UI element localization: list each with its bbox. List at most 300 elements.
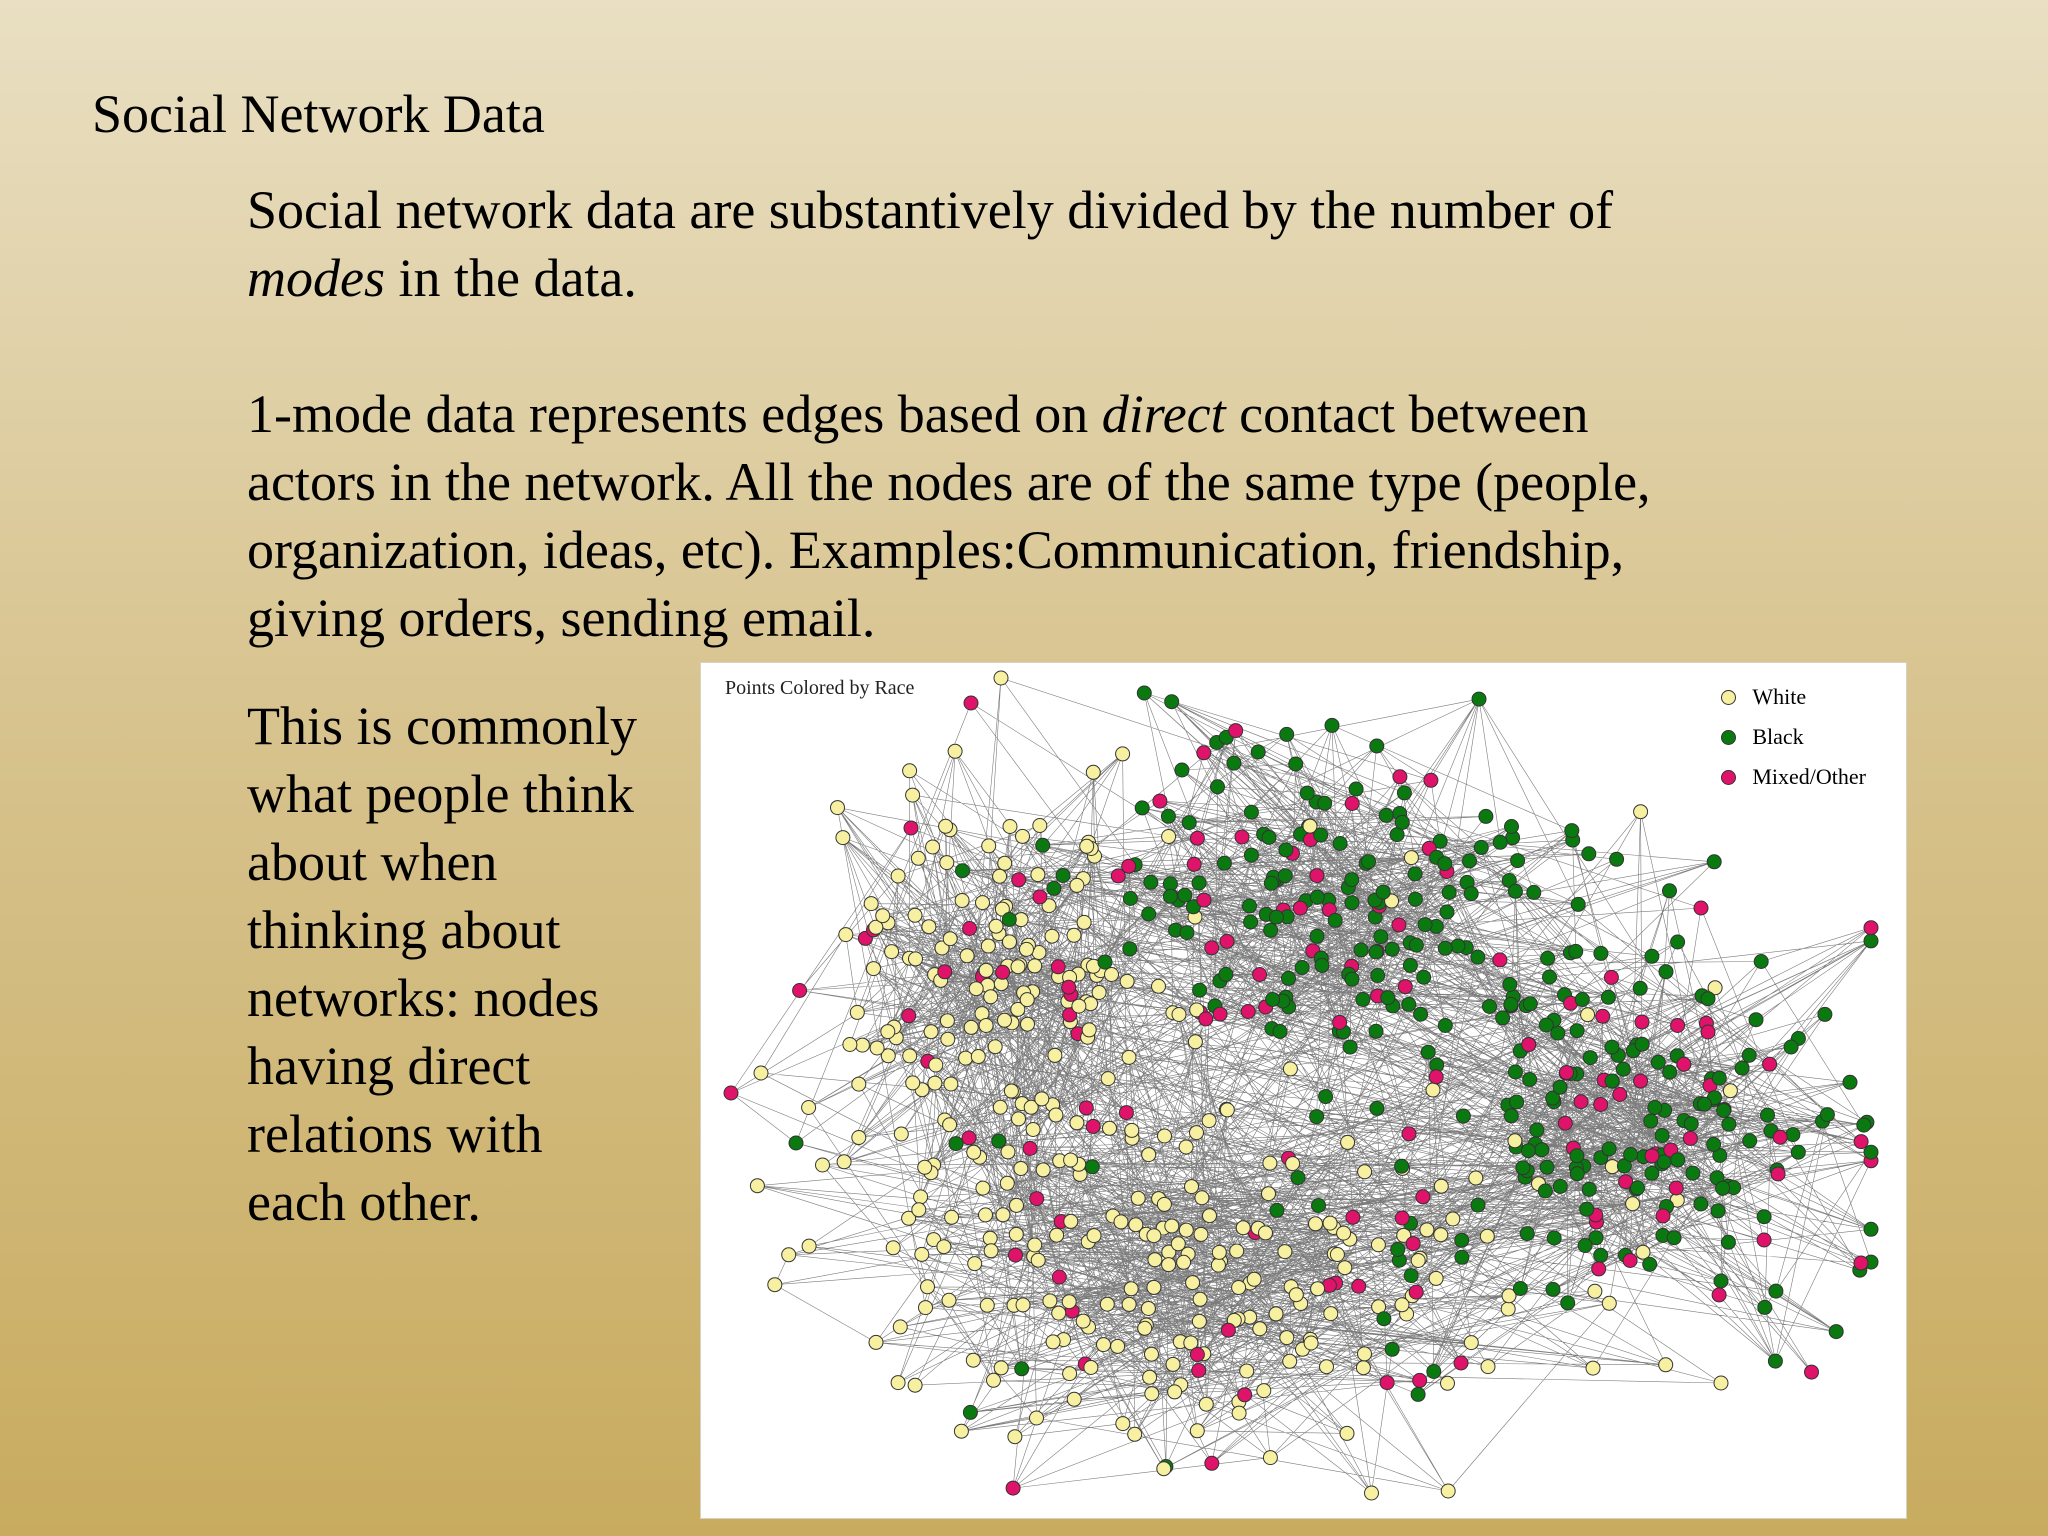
- network-node: [1028, 1238, 1042, 1252]
- network-node: [802, 1101, 816, 1115]
- network-node: [1122, 1050, 1136, 1064]
- legend-item-mixed: [1721, 757, 1866, 797]
- network-node: [949, 1137, 963, 1151]
- network-node: [954, 1424, 968, 1438]
- network-node: [996, 965, 1010, 979]
- network-node: [996, 1208, 1010, 1222]
- network-node: [1508, 1134, 1522, 1148]
- network-node: [979, 963, 993, 977]
- network-node: [1742, 1048, 1756, 1062]
- network-node: [984, 990, 998, 1004]
- network-node: [1493, 835, 1507, 849]
- network-node: [1651, 1055, 1665, 1069]
- network-node: [1012, 873, 1026, 887]
- network-node: [1264, 923, 1278, 937]
- network-node: [1395, 1159, 1409, 1173]
- network-node: [1408, 867, 1422, 881]
- network-node: [1701, 992, 1715, 1006]
- network-node: [1694, 1197, 1708, 1211]
- network-node: [1199, 1397, 1213, 1411]
- network-node: [1062, 1295, 1076, 1309]
- network-node: [1101, 1072, 1115, 1086]
- network-node: [1358, 1165, 1372, 1179]
- network-node: [1190, 1348, 1204, 1362]
- network-node: [1570, 1167, 1584, 1181]
- network-node: [867, 962, 881, 976]
- network-node: [1023, 1142, 1037, 1156]
- network-node: [1318, 796, 1332, 810]
- network-node: [1663, 884, 1677, 898]
- network-node: [831, 801, 845, 815]
- network-node: [1645, 949, 1659, 963]
- network-node: [1404, 851, 1418, 865]
- network-node: [984, 1244, 998, 1258]
- network-node: [1582, 847, 1596, 861]
- network-node: [1481, 1360, 1495, 1374]
- network-node: [1016, 829, 1030, 843]
- network-node: [1031, 1253, 1045, 1267]
- network-node: [1171, 1237, 1185, 1251]
- network-node: [1358, 1347, 1372, 1361]
- network-node: [1547, 1231, 1561, 1245]
- network-node: [1539, 1018, 1553, 1032]
- network-node: [1610, 852, 1624, 866]
- network-node: [1280, 1331, 1294, 1345]
- network-node: [1064, 1153, 1078, 1167]
- network-node: [1123, 892, 1137, 906]
- network-node: [1135, 801, 1149, 815]
- network-node: [1086, 765, 1100, 779]
- network-node: [1446, 1212, 1460, 1226]
- network-node: [891, 869, 905, 883]
- legend-item-black: [1721, 717, 1866, 757]
- network-node: [926, 840, 940, 854]
- network-node: [1105, 968, 1119, 982]
- network-node: [1510, 1095, 1524, 1109]
- network-node: [1504, 1109, 1518, 1123]
- para3-line: thinking about: [247, 900, 561, 960]
- network-node: [891, 1376, 905, 1390]
- network-node: [1456, 1109, 1470, 1123]
- network-node: [1320, 1360, 1334, 1374]
- network-node: [1179, 1140, 1193, 1154]
- network-node: [1820, 1108, 1834, 1122]
- network-node: [1712, 1071, 1726, 1085]
- network-node: [1707, 1137, 1721, 1151]
- network-node: [1185, 1180, 1199, 1194]
- network-node: [1253, 1322, 1267, 1336]
- network-node: [1343, 1040, 1357, 1054]
- network-node: [1493, 953, 1507, 967]
- network-node: [1324, 1307, 1338, 1321]
- edge-paths: [731, 678, 1871, 1493]
- network-node: [1087, 1229, 1101, 1243]
- network-node: [1291, 1171, 1305, 1185]
- network-node: [1722, 1117, 1736, 1131]
- network-node: [1644, 1114, 1658, 1128]
- network-node: [1541, 951, 1555, 965]
- legend: [1721, 677, 1866, 797]
- network-node: [1192, 1314, 1206, 1328]
- network-node: [1791, 1145, 1805, 1159]
- para3-line: networks: nodes: [247, 968, 600, 1028]
- network-node: [1426, 1083, 1440, 1097]
- network-node: [1829, 1325, 1843, 1339]
- network-node: [938, 965, 952, 979]
- network-node: [1560, 1066, 1574, 1080]
- network-node: [1157, 1197, 1171, 1211]
- network-node: [1067, 1392, 1081, 1406]
- network-node: [1757, 1233, 1771, 1247]
- network-node: [1036, 838, 1050, 852]
- network-node: [1686, 1166, 1700, 1180]
- network-node: [908, 908, 922, 922]
- network-node: [1165, 695, 1179, 709]
- network-node: [793, 984, 807, 998]
- network-node: [1259, 1226, 1273, 1240]
- network-node: [1349, 782, 1363, 796]
- network-node: [1626, 1197, 1640, 1211]
- network-node: [1352, 1279, 1366, 1293]
- network-node: [885, 945, 899, 959]
- network-node: [1385, 942, 1399, 956]
- network-node: [1266, 993, 1280, 1007]
- network-node: [839, 928, 853, 942]
- network-node: [943, 1118, 957, 1132]
- para3-line: each other.: [247, 1172, 481, 1232]
- network-node: [1434, 1228, 1448, 1242]
- network-node: [1180, 926, 1194, 940]
- network-node: [1220, 1103, 1234, 1117]
- network-node: [941, 1032, 955, 1046]
- network-node: [1244, 848, 1258, 862]
- network-node: [1309, 1217, 1323, 1231]
- network-node: [1003, 935, 1017, 949]
- network-node: [1864, 934, 1878, 948]
- network-node: [1278, 869, 1292, 883]
- network-node: [929, 1058, 943, 1072]
- network-node: [1045, 929, 1059, 943]
- network-node: [1021, 1017, 1035, 1031]
- network-node: [1605, 1040, 1619, 1054]
- network-node: [1033, 819, 1047, 833]
- network-node: [1205, 941, 1219, 955]
- network-node: [994, 1361, 1008, 1375]
- network-node: [1645, 1149, 1659, 1163]
- para2-line2: actors in the network. All the nodes are of the same type (people,: [247, 452, 1651, 512]
- network-node: [1521, 1144, 1535, 1158]
- network-node: [1346, 1210, 1360, 1224]
- network-node: [1010, 1198, 1024, 1212]
- network-node: [1142, 1148, 1156, 1162]
- network-node: [1714, 1376, 1728, 1390]
- network-node: [1303, 819, 1317, 833]
- network-node: [1341, 1135, 1355, 1149]
- network-node: [1442, 885, 1456, 899]
- network-node: [1219, 967, 1233, 981]
- network-node: [1319, 1090, 1333, 1104]
- network-node: [963, 1405, 977, 1419]
- network-node: [1119, 1106, 1133, 1120]
- network-node: [906, 788, 920, 802]
- network-node: [1270, 1203, 1284, 1217]
- network-node: [1505, 820, 1519, 834]
- network-node: [987, 1373, 1001, 1387]
- network-node: [1012, 1112, 1026, 1126]
- para2-line3: organization, ideas, etc). Examples:Communication, friendship,: [247, 520, 1625, 580]
- network-node: [1594, 1098, 1608, 1112]
- network-node: [869, 1335, 883, 1349]
- network-node: [1116, 1417, 1130, 1431]
- network-node: [981, 939, 995, 953]
- network-node: [1723, 1084, 1737, 1098]
- network-node: [1761, 1108, 1775, 1122]
- network-node: [1077, 915, 1091, 929]
- para1-line1: Social network data are substantively divided by the number of: [247, 180, 1614, 240]
- network-node: [1393, 770, 1407, 784]
- network-node: [1273, 1025, 1287, 1039]
- network-node: [1854, 1256, 1868, 1270]
- network-node: [1398, 980, 1412, 994]
- network-node: [1429, 1070, 1443, 1084]
- network-node: [1864, 1145, 1878, 1159]
- network-node: [1583, 1051, 1597, 1065]
- network-node: [816, 1158, 830, 1172]
- network-node: [1114, 1215, 1128, 1229]
- network-node: [1613, 1088, 1627, 1102]
- network-node: [944, 1077, 958, 1091]
- network-node: [1438, 941, 1452, 955]
- network-node: [983, 1231, 997, 1245]
- network-node: [1295, 961, 1309, 975]
- network-node: [1671, 1019, 1685, 1033]
- network-node: [1283, 1354, 1297, 1368]
- network-node: [928, 1076, 942, 1090]
- network-node: [969, 982, 983, 996]
- network-node: [1070, 1116, 1084, 1130]
- network-node: [1362, 855, 1376, 869]
- network-node: [1538, 1184, 1552, 1198]
- network-node: [1212, 1245, 1226, 1259]
- network-node: [1312, 1199, 1326, 1213]
- network-node: [1001, 1145, 1015, 1159]
- network-node: [852, 1131, 866, 1145]
- network-node: [1721, 1235, 1735, 1249]
- network-node: [1596, 1009, 1610, 1023]
- network-node: [1067, 928, 1081, 942]
- paragraph-modes: [247, 176, 1807, 312]
- network-node: [967, 1145, 981, 1159]
- network-node: [1138, 1321, 1152, 1335]
- network-node: [1743, 1134, 1757, 1148]
- network-node: [1643, 1257, 1657, 1271]
- network-node: [1345, 873, 1359, 887]
- network-node: [1684, 1117, 1698, 1131]
- direct-emphasis: direct: [1101, 384, 1226, 444]
- network-node: [1403, 958, 1417, 972]
- network-node: [1036, 1163, 1050, 1177]
- network-node: [1414, 1007, 1428, 1021]
- network-node: [1427, 1365, 1441, 1379]
- network-node: [1310, 1110, 1324, 1124]
- network-node: [1193, 1292, 1207, 1306]
- network-node: [1333, 1015, 1347, 1029]
- network-node: [1754, 955, 1768, 969]
- network-node: [1084, 1361, 1098, 1375]
- network-node: [1166, 1357, 1180, 1371]
- network-node: [1143, 1370, 1157, 1384]
- network-node: [1035, 1092, 1049, 1106]
- network-node: [1293, 901, 1307, 915]
- network-node: [1511, 854, 1525, 868]
- network-node: [1712, 1288, 1726, 1302]
- network-node: [1340, 1426, 1354, 1440]
- network-node: [1092, 986, 1106, 1000]
- network-node: [1409, 938, 1423, 952]
- network-node: [802, 1239, 816, 1253]
- network-node: [1128, 1427, 1142, 1441]
- figure-title: Points Colored by Race: [725, 677, 915, 699]
- network-node: [1141, 1302, 1155, 1316]
- network-node: [1604, 970, 1618, 984]
- network-node: [1178, 888, 1192, 902]
- network-node: [1333, 837, 1347, 851]
- network-node: [1455, 1233, 1469, 1247]
- network-node: [988, 1040, 1002, 1054]
- network-node: [1283, 1062, 1297, 1076]
- network-node: [1193, 983, 1207, 997]
- paragraph-one-mode: [247, 380, 1807, 652]
- legend-label-black: Black: [1752, 724, 1804, 749]
- network-node: [942, 1293, 956, 1307]
- network-node: [1232, 1281, 1246, 1295]
- network-node: [976, 896, 990, 910]
- network-node: [1076, 1314, 1090, 1328]
- network-node: [1162, 830, 1176, 844]
- network-node: [1508, 884, 1522, 898]
- network-node: [1345, 972, 1359, 986]
- network-node: [971, 1050, 985, 1064]
- network-node: [1221, 1323, 1235, 1337]
- network-node: [1395, 1211, 1409, 1225]
- network-node: [1645, 1166, 1659, 1180]
- network-node: [1157, 1462, 1171, 1476]
- network-edges: [731, 678, 1871, 1493]
- network-node: [956, 864, 970, 878]
- network-node: [1365, 1486, 1379, 1500]
- network-node: [1701, 1025, 1715, 1039]
- network-node: [1454, 1356, 1468, 1370]
- network-node: [1474, 840, 1488, 854]
- network-node: [1413, 1373, 1427, 1387]
- network-node: [1049, 1108, 1063, 1122]
- network-node: [1122, 1297, 1136, 1311]
- network-node: [1345, 896, 1359, 910]
- network-node: [836, 831, 850, 845]
- network-node: [1395, 1298, 1409, 1312]
- network-node: [1354, 943, 1368, 957]
- network-node: [1377, 1312, 1391, 1326]
- network-node: [1199, 1012, 1213, 1026]
- network-node: [939, 819, 953, 833]
- para1-line2: [247, 244, 1807, 312]
- network-node: [924, 1025, 938, 1039]
- network-node: [1582, 1182, 1596, 1196]
- network-node: [1771, 1167, 1785, 1181]
- network-node: [1655, 1129, 1669, 1143]
- network-node: [1634, 1074, 1648, 1088]
- network-node: [870, 1041, 884, 1055]
- network-node: [998, 856, 1012, 870]
- network-node: [1028, 959, 1042, 973]
- network-node: [1434, 1179, 1448, 1193]
- network-node: [998, 1013, 1012, 1027]
- network-node: [1786, 1128, 1800, 1142]
- network-node: [955, 894, 969, 908]
- network-node: [1244, 805, 1258, 819]
- network-node: [893, 1320, 907, 1334]
- network-node: [1205, 1456, 1219, 1470]
- network-node: [1864, 1222, 1878, 1236]
- network-node: [1163, 889, 1177, 903]
- network-node: [1097, 1338, 1111, 1352]
- network-node: [1574, 1095, 1588, 1109]
- network-node: [1421, 1045, 1435, 1059]
- network-node: [1677, 1057, 1691, 1071]
- network-node: [1558, 1116, 1572, 1130]
- legend-label-mixed: Mixed/Other: [1752, 764, 1866, 789]
- para3-line: relations with: [247, 1104, 543, 1164]
- network-node: [989, 919, 1003, 933]
- network-node: [837, 1155, 851, 1169]
- network-node: [1162, 1258, 1176, 1272]
- network-node: [1310, 869, 1324, 883]
- network-node: [1282, 971, 1296, 985]
- network-node: [1671, 1153, 1685, 1167]
- network-node: [1570, 1024, 1584, 1038]
- network-node: [1063, 1367, 1077, 1381]
- network-node: [1605, 1074, 1619, 1088]
- network-node: [1289, 1288, 1303, 1302]
- network-node: [1370, 1101, 1384, 1115]
- network-node: [1516, 1161, 1530, 1175]
- network-node: [1300, 786, 1314, 800]
- network-node: [1172, 1008, 1186, 1022]
- network-node: [1123, 942, 1137, 956]
- paragraph-common: [247, 692, 687, 1236]
- network-node: [1805, 1365, 1819, 1379]
- network-node: [979, 1019, 993, 1033]
- network-node: [903, 764, 917, 778]
- network-node: [1048, 1048, 1062, 1062]
- network-node: [1417, 970, 1431, 984]
- network-node: [1051, 960, 1065, 974]
- network-node: [1190, 1126, 1204, 1140]
- network-node: [1773, 1130, 1787, 1144]
- network-node: [1404, 1269, 1418, 1283]
- network-node: [1864, 921, 1878, 935]
- network-node: [1192, 1364, 1206, 1378]
- network-node: [1659, 965, 1673, 979]
- para3-line: having direct: [247, 1036, 531, 1096]
- network-node: [1243, 899, 1257, 913]
- network-node: [1561, 1296, 1575, 1310]
- network-node: [1520, 1227, 1534, 1241]
- network-node: [1015, 1362, 1029, 1376]
- network-node: [1229, 724, 1243, 738]
- network-node: [1406, 1237, 1420, 1251]
- network-node: [1565, 824, 1579, 838]
